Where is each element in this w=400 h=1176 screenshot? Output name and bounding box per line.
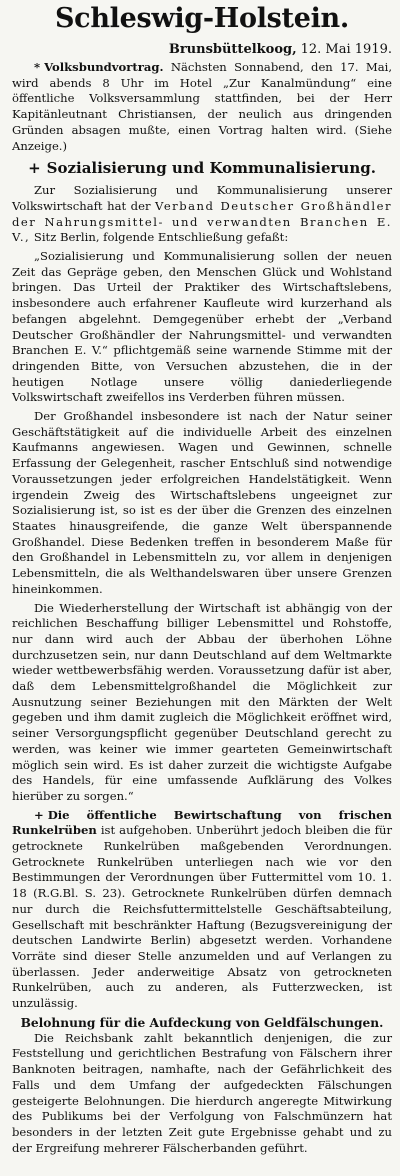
runkel-text: ist aufgehoben. Unberührt jedoch bleiben die für getrocknete Runkelrüben maßgebenden Verordnungen. Getrocknete Runkelrüben unterliegen nach wie vor den Bestimmungen der Verordnungen über Futtermittel vom 10. 1. 18 (R.G.Bl. S. 23). Getrocknete Runkelrüben dürfen demnach nur durch die Reichsfuttermittelstelle Geschäftsabteilung, Gesellschaft mit beschränkter Haftung (Bezugsvereinigung der deutschen Landwirte Berlin) abgesetzt werden. Vorhandene Vorräte sind dieser Stelle anzumelden und auf Verlangen zu überlassen. Jeder anderweitige Absatz von getrockneten Runkelrüben, auch zu anderen, als Futterzwecken, ist unzulässig. bbox=[12, 823, 392, 1011]
belohnung-paragraph: Die Reichsbank zahlt bekanntlich denjenigen, die zur Feststellung und gerichtlichen Bestrafung von Fälschern ihrer Banknoten beitragen, namhafte, nach der Gefährlichkeit des Falls und dem Umfang der aufgedeckten Fälschungen gesteigerte Belohnungen. Die hierdurch angeregte Mitwirkung des Publikums bei der Verfolgung von Falschmünzern hat besonders in der letzten Zeit gute Ergebnisse gehabt und zu der Ergreifung mehrerer Fälscherbanden geführt. bbox=[12, 1030, 392, 1155]
masthead: Schleswig-Holstein. bbox=[54, 3, 349, 34]
dateline bbox=[12, 42, 392, 58]
section-heading bbox=[12, 159, 392, 177]
section-paragraph-2: Der Großhandel insbesondere ist nach der Natur seiner Geschäftstätigkeit auf die individuelle Arbeit des einzelnen Kaufmanns angewiesen. Wagen und Gewinnen, schnelle Erfassung der Gelegenheit, rascher Entschluß sind notwendige Voraussetzungen jeder erfolgreichen Handelstätigkeit. Wenn irgendein Zweig des Wirtschaftslebens ungeeignet zur Sozialisierung ist, so ist es der über die Grenzen des einzelnen Staates hinausgreifende, die ganze Welt überspannende Großhandel. Diese Bedenken treffen in besonderem Maße für den Großhandel in Lebensmitteln zu, vor allem in denjenigen Lebensmitteln, die als Welthandelswaren über unsere Grenzen hineinkommen. bbox=[12, 409, 392, 596]
intro-association-name: Verband Deutscher Großhändler der Nahrungsmittel- und verwandten Branchen E. V., bbox=[12, 198, 392, 245]
runkel-paragraph bbox=[12, 808, 392, 1012]
dateline-date: 12. Mai 1919. bbox=[300, 42, 392, 57]
section-intro bbox=[12, 183, 392, 246]
belohnung-heading: Belohnung für die Aufdeckung von Geldfälschungen. bbox=[20, 1015, 384, 1030]
notice-marker: * bbox=[34, 60, 41, 74]
cross-marker: + bbox=[28, 159, 41, 178]
section-heading-text: Sozialisierung und Kommunalisierung. bbox=[46, 159, 376, 178]
notice-volksbundvortrag bbox=[12, 60, 392, 154]
notice-lead: Volksbundvortrag. bbox=[44, 60, 164, 74]
intro-text-1: Zur Sozialisierung und Kommunalisierung unserer Volkswirtschaft hat der bbox=[12, 183, 392, 213]
runkel-lead: Die öffentliche Bewirtschaftung von frischen Runkelrüben bbox=[12, 807, 392, 838]
notice-text: Nächsten Sonnabend, den 17. Mai, wird abends 8 Uhr im Hotel „Zur Kanalmündung“ eine öffentliche Volksversammlung stattfinden, bei der Herr Kapitänleutnant Christiansen, der neulich aus dringenden Gründen absagen mußte, einen Vortrag halten wird. (Siehe Anzeige.) bbox=[12, 60, 393, 153]
runkel-marker: + bbox=[34, 807, 44, 822]
section-paragraph-1: „Sozialisierung und Kommunalisierung sollen der neuen Zeit das Gepräge geben, den Menschen Glück und Wohlstand bringen. Das Urteil der Praktiker des Wirtschaftslebens, insbesondere auch erfahrener Kaufleute wird kurzerhand als befangen abgelehnt. Demgegenüber erhebt der „Verband Deutscher Großhändler der Nahrungsmittel- und verwandten Branchen E. V.“ pflichtgemäß seine warnende Stimme mit der dringenden Bitte, von Versuchen abzustehen, die in der heutigen Notlage unsere völlig daniederliegende Volkswirtschaft zweifellos ins Verderben führen müssen. bbox=[12, 249, 392, 405]
intro-text-2: Sitz Berlin, folgende Entschließung gefaßt: bbox=[33, 230, 289, 245]
section-paragraph-3: Die Wiederherstellung der Wirtschaft ist abhängig von der reichlichen Beschaffung billiger Lebensmittel und Rohstoffe, nur dann wird auch der Abbau der überhohen Löhne durchzusetzen sein, nur dann Deutschland auf dem Weltmarkte wieder wettbewerbsfähig werden. Voraussetzung dafür ist aber, daß dem Lebensmittelgroßhandel die Möglichkeit zur Ausnutzung seiner Beziehungen mit den Märkten der Welt gegeben und ihm damit zugleich die Möglichkeit eröffnet wird, seiner Versorgungspflicht gegenüber Deutschland gerecht zu werden, was keiner wie immer gearteten Gemeinwirtschaft möglich sein wird. Es ist daher zurzeit die wichtigste Aufgabe des Handels, für eine umfassende Aufklärung des Volkes hierüber zu sorgen.“ bbox=[12, 600, 392, 803]
dateline-place: Brunsbüttelkoog, bbox=[168, 42, 297, 57]
